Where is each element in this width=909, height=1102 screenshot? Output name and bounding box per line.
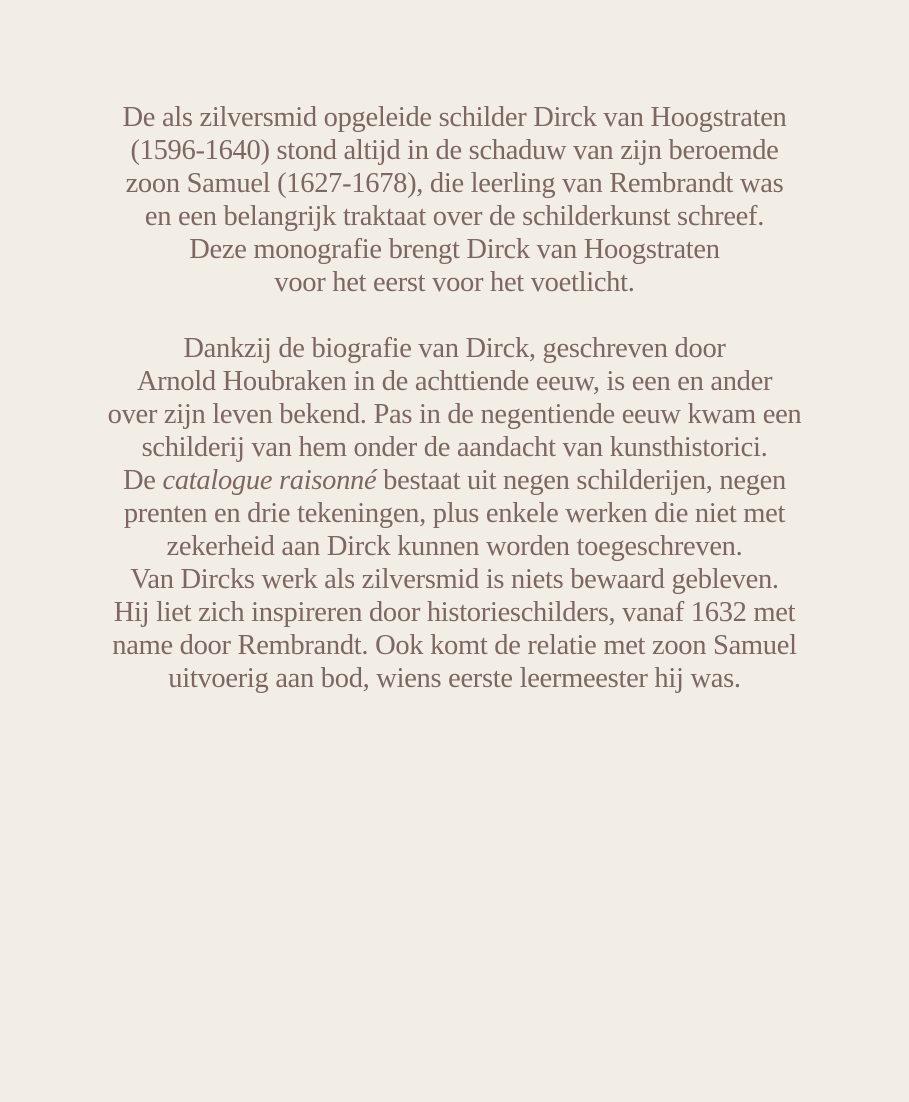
text-line: Van Dircks werk als zilversmid is niets bewaard gebleven. (130, 564, 779, 595)
text-line: name door Rembrandt. Ook komt de relatie met zoon Samuel (112, 630, 797, 661)
text-line: (1596-1640) stond altijd in de schaduw van zijn beroemde (130, 135, 779, 166)
text-segment: bestaat uit negen schilderijen, negen (376, 465, 786, 496)
text-line: Hij liet zich inspireren door historieschilders, vanaf 1632 met (113, 597, 796, 628)
text-line-with-italic (50, 464, 860, 497)
text-line: over zijn leven bekend. Pas in de negentiende eeuw kwam een (107, 399, 802, 430)
text-line: uitvoerig aan bod, wiens eerste leermeester hij was. (168, 663, 741, 694)
text-line: De als zilversmid opgeleide schilder Dirck van Hoogstraten (122, 102, 787, 133)
text-line: prenten en drie tekeningen, plus enkele werken die niet met (123, 498, 786, 529)
blurb-paragraph-2 (50, 332, 860, 695)
text-line: voor het eerst voor het voetlicht. (274, 267, 635, 298)
text-line: zoon Samuel (1627-1678), die leerling van Rembrandt was (125, 168, 784, 199)
text-line: en een belangrijk traktaat over de schilderkunst schreef. (144, 201, 765, 232)
text-line: Arnold Houbraken in de achttiende eeuw, is een en ander (136, 366, 773, 397)
text-line: Deze monografie brengt Dirck van Hoogstraten (189, 234, 720, 265)
italic-title-segment: catalogue raisonné (162, 465, 377, 496)
text-segment: De (123, 465, 163, 496)
text-line: schilderij van hem onder de aandacht van kunsthistorici. (141, 432, 768, 463)
book-blurb (50, 0, 860, 695)
text-line: Dankzij de biografie van Dirck, geschreven door (183, 333, 726, 364)
blurb-paragraph-1 (50, 101, 860, 299)
text-line: zekerheid aan Dirck kunnen worden toegeschreven. (166, 531, 743, 562)
